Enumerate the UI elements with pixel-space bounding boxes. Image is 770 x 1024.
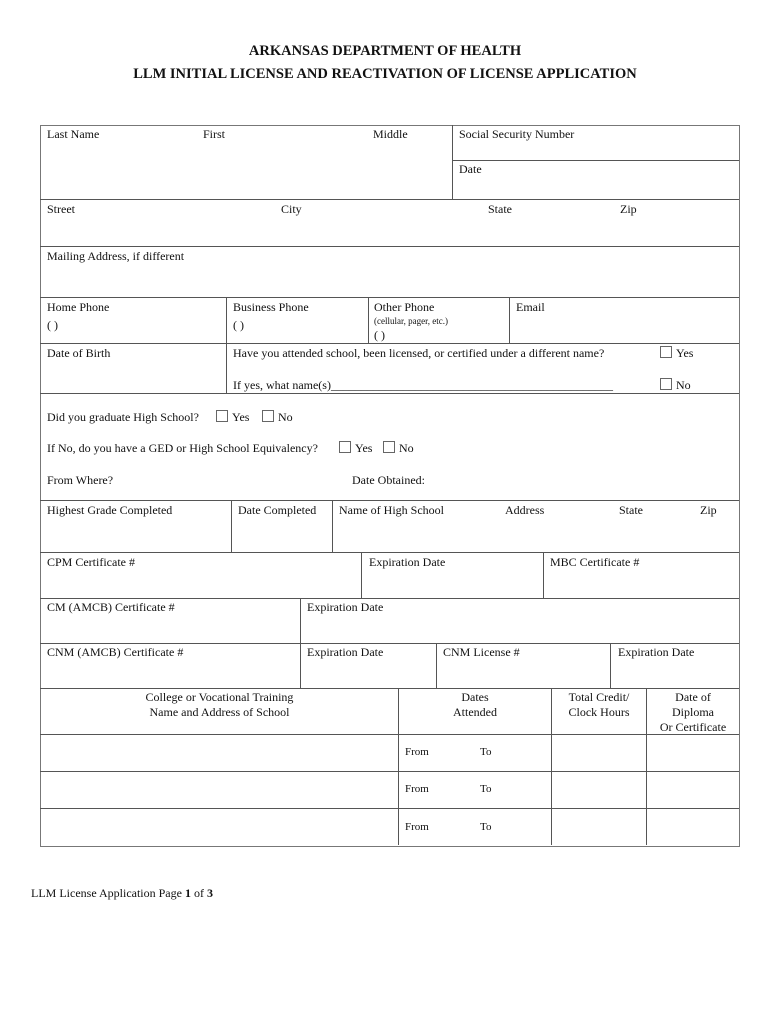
diploma-header-2: Diploma [672,705,714,719]
other-phone-label: Other Phone [374,300,435,314]
middle-name-label: Middle [373,127,408,141]
footer-total: 3 [206,886,213,900]
ged-question: If No, do you have a GED or High School Equivalency? [47,441,318,455]
hs-graduate-no-label: No [278,410,293,424]
training-school-header-2: Name and Address of School [149,705,290,719]
ged-no-label: No [399,441,414,455]
cm-certificate-field[interactable] [41,617,299,642]
training-school-field-1[interactable] [41,735,397,770]
dates-attended-header-1: Dates [461,690,489,704]
date-obtained-label: Date Obtained: [352,473,425,487]
mbc-certificate-field[interactable] [544,571,738,597]
cnm-certificate-field[interactable] [41,662,299,687]
diploma-date-field-1[interactable] [647,735,738,770]
email-field[interactable] [510,316,738,342]
cpm-expiration-field[interactable] [362,571,542,597]
ged-yes-label: Yes [355,441,373,455]
form-title-line2: LLM INITIAL LICENSE AND REACTIVATION OF LICENSE APPLICATION [133,66,637,82]
dob-label: Date of Birth [47,346,111,360]
to-label-2: To [480,783,492,795]
date-completed-field[interactable] [232,520,331,551]
from-label-3: From [405,821,429,833]
school-zip-label: Zip [700,503,717,517]
ssn-label: Social Security Number [459,127,575,141]
hs-graduate-no[interactable] [262,410,293,425]
cpm-certificate-label: CPM Certificate # [47,555,135,569]
business-phone-field[interactable]: ( ) [233,318,244,332]
different-name-no-label: No [676,378,691,392]
cnm-license-expiration-field[interactable] [611,662,738,687]
checkbox-icon [339,441,351,453]
street-label: Street [47,202,75,216]
last-name-label: Last Name [47,127,100,141]
different-name-yes[interactable] [660,346,693,361]
cm-expiration-field[interactable] [301,617,738,642]
cnm-certificate-label: CNM (AMCB) Certificate # [47,645,184,659]
checkbox-icon [660,346,672,358]
diploma-date-field-2[interactable] [647,772,738,807]
state-label: State [488,202,512,216]
from-where-label: From Where? [47,473,114,487]
hs-graduate-yes[interactable] [216,410,249,425]
training-school-field-2[interactable] [41,772,397,807]
zip-label: Zip [620,202,637,216]
different-name-yes-label: Yes [676,346,694,360]
dates-attended-header-2: Attended [453,705,497,719]
other-phone-field[interactable]: ( ) [374,328,385,342]
high-school-name-label: Name of High School [339,503,444,517]
training-school-field-3[interactable] [41,809,397,844]
cnm-license-expiration-label: Expiration Date [618,645,695,659]
checkbox-icon [262,410,274,422]
address-field[interactable] [41,218,738,246]
cm-certificate-label: CM (AMCB) Certificate # [47,600,175,614]
school-state-label: State [619,503,643,517]
highest-grade-field[interactable] [41,520,230,551]
to-label-1: To [480,746,492,758]
footer-page: 1 [184,886,191,900]
credit-hours-header-1: Total Credit/ [568,690,630,704]
training-school-header-1: College or Vocational Training [145,690,294,704]
business-phone-label: Business Phone [233,300,309,314]
date-label: Date [459,162,482,176]
diploma-header-3: Or Certificate [659,720,727,734]
dob-field[interactable] [41,362,225,392]
cnm-license-label: CNM License # [443,645,520,659]
first-name-label: First [203,127,226,141]
diploma-header-1: Date of [675,690,711,704]
cnm-cert-expiration-label: Expiration Date [307,645,384,659]
checkbox-icon [660,378,672,390]
high-school-field[interactable] [333,520,738,551]
page-footer [31,886,213,901]
school-address-label: Address [505,503,545,517]
ged-yes[interactable] [339,441,372,456]
other-names-line[interactable]: If yes, what name(s)_______________________________________________ [233,378,613,392]
diploma-date-field-3[interactable] [647,809,738,844]
other-phone-note: (cellular, pager, etc.) [374,316,448,326]
name-field[interactable] [41,145,451,198]
footer-prefix: LLM License Application Page [31,886,185,900]
credit-hours-field-3[interactable] [552,809,645,844]
mbc-certificate-label: MBC Certificate # [550,555,640,569]
checkbox-icon [383,441,395,453]
mailing-address-field[interactable] [41,266,738,296]
ssn-field[interactable] [453,143,738,160]
city-label: City [281,202,302,216]
from-label-2: From [405,783,429,795]
hs-graduate-question: Did you graduate High School? [47,410,199,424]
form-title-line1: ARKANSAS DEPARTMENT OF HEALTH [248,43,522,59]
different-name-no[interactable] [660,378,691,393]
date-field[interactable] [453,178,738,198]
cm-expiration-label: Expiration Date [307,600,384,614]
credit-hours-header-2: Clock Hours [568,705,630,719]
hs-graduate-yes-label: Yes [232,410,250,424]
ged-no[interactable] [383,441,414,456]
different-name-question: Have you attended school, been licensed, or certified under a different name? [233,346,605,360]
checkbox-icon [216,410,228,422]
credit-hours-field-1[interactable] [552,735,645,770]
email-label: Email [516,300,545,314]
to-label-3: To [480,821,492,833]
cpm-certificate-field[interactable] [41,571,360,597]
cnm-license-field[interactable] [437,662,609,687]
mailing-address-label: Mailing Address, if different [47,249,185,263]
credit-hours-field-2[interactable] [552,772,645,807]
from-label-1: From [405,746,429,758]
cnm-cert-expiration-field[interactable] [301,662,435,687]
home-phone-label: Home Phone [47,300,110,314]
date-completed-label: Date Completed [238,503,317,517]
footer-of: of [190,886,207,900]
cpm-expiration-label: Expiration Date [369,555,446,569]
highest-grade-label: Highest Grade Completed [47,503,173,517]
home-phone-field[interactable]: ( ) [47,318,58,332]
